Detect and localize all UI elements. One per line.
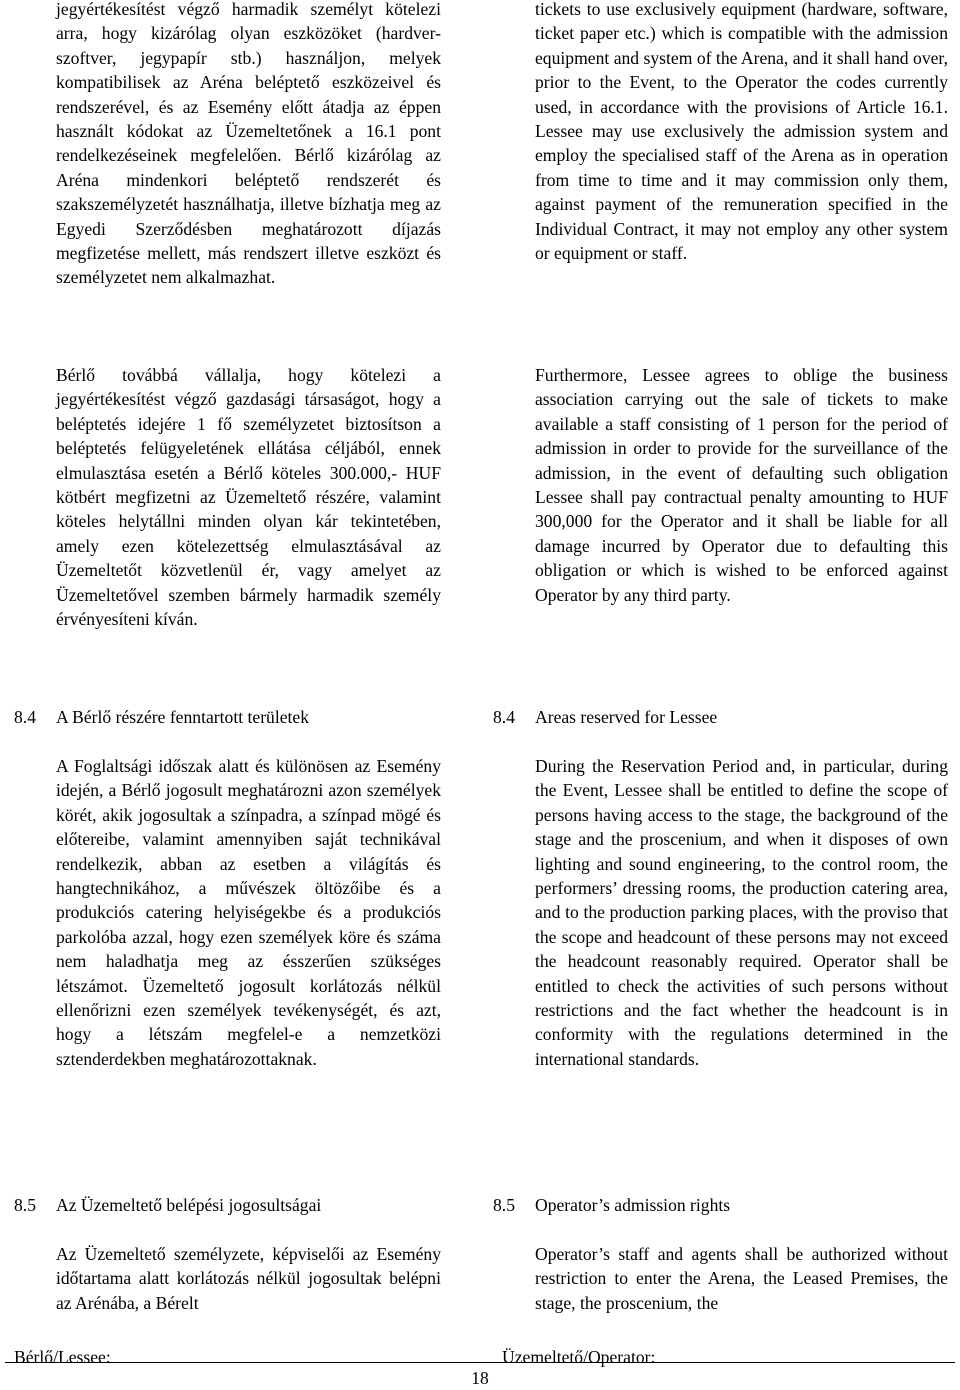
page-number: 18 [471,1368,489,1388]
lessee-signature [14,1344,403,1369]
operator-label: Üzemeltető/Operator: [502,1347,656,1367]
section-number: 8.4 [493,707,515,727]
left-paragraph-4: Az Üzemeltető személyzete, képviselői az Esemény időtartama alatt korlátozás nélkül jogosultak belépni az Arénába, a Bérelt [56,1244,441,1313]
right-paragraph-1: tickets to use exclusively equipment (hardware, software, ticket paper etc.) which is compatible with the admission equipment and system of the Arena, and it shall hand over, prior to the Event, to the Operator the codes currently used, in accordance with the provisions of Article 16.1. Lessee may use exclusively the admission system and employ the specialised staff of the Arena as in operation from time to time and it may commission only them, against payment of the remuneration specified in the Individual Contract, it may not employ any other system or equipment or staff. [535,0,948,264]
section-title: Areas reserved for Lessee [535,707,718,727]
operator-signature-line [655,1344,913,1363]
right-paragraph-2: Furthermore, Lessee agrees to oblige the business association carrying out the sale of tickets to make available a staff consisting of 1 person for the period of admission in order to provide for the surveillance of the admission, in the event of defaulting such obligation Lessee shall pay contractual penalty amounting to HUF 300,000 for the Operator and it shall be liable for all damage incurred by Operator due to defaulting this obligation or which is wished to be enforced against Operator by any third party. [535,365,948,605]
section-number: 8.4 [14,707,36,727]
section-title: Operator’s admission rights [535,1195,731,1215]
right-paragraph-3: During the Reservation Period and, in particular, during the Event, Lessee shall be entitled to define the scope of persons having access to the stage, the background of the stage and the proscenium, and when it disposes of own lighting and sound engineering, to the control room, the performers’ dressing rooms, the production catering area, and to the production parking places, with the proviso that the scope and headcount of these persons may not exceed the headcount reasonably required. Operator shall be entitled to check the activities of such persons without restrictions and the fact whether the headcount is in conformity with the regulations determined in the international standards. [535,756,948,1069]
left-section-8-4-heading [14,705,310,729]
footer-rule [5,1362,955,1363]
lessee-signature-line [111,1344,403,1363]
left-paragraph-1: jegyértékesítést végző harmadik személyt kötelezi arra, hogy kizárólag olyan eszközöket (hardver-szoftver, jegypapír stb.) használjon, melyek kompatibilisek az Aréna beléptető eszközeivel és rendszerével, és az Esemény előtt átadja az éppen használt kódokat az Üzemeltetőnek a 16.1 pont rendelkezéseinek megfelelően. Bérlő kizárólag az Aréna mindenkori beléptető rendszerét és szakszemélyzetét használhatja, illetve bízhatja meg az Egyedi Szerződésben meghatározott díjazás megfizetése mellett, más rendszert illetve eszközt és személyzetet nem alkalmazhat. [56,0,441,288]
left-paragraph-2: Bérlő továbbá vállalja, hogy kötelezi a jegyértékesítést végző gazdasági társaságot, hogy a beléptetés idejére 1 fő személyzetet biztosítson a beléptetés felügyeletének ellátása céljából, ennek elmulasztása esetén a Bérlő köteles 300.000,- HUF kötbért megfizetni az Üzemeltető részére, valamint köteles helytállni minden olyan kár tekintetében, amely ezen kötelezettség elmulasztásával az Üzemeltetőt közvetlenül ér, vagy amelyet az Üzemeltetővel szemben bármely harmadik személy érvényesíteni kíván. [56,365,441,630]
left-section-8-5-heading [14,1193,322,1217]
lessee-label: Bérlő/Lessee: [14,1347,111,1367]
section-title: Az Üzemeltető belépési jogosultságai [56,1195,322,1215]
left-paragraph-3: A Foglaltsági időszak alatt és különösen az Esemény idején, a Bérlő jogosult meghatározni azon személyek körét, akik jogosultak a színpadra, a színpad mögé és előtereibe, valamint amennyiben saját technikával rendelkezik, abban az esetben a világítás és hangtechnikához, a művészek öltözőibe és a produkciós catering helyiségekbe és a produkciós parkolóba azzal, hogy ezen személyek köre és száma nem haladhatja meg az ésszerűen szükséges létszámot. Üzemeltető jogosult korlátozás nélkül ellenőrizni ezen személyek tevékenységét, és azt, hogy a létszám megfelel-e a nemzetközi sztenderdekben meghatározottaknak. [56,756,441,1069]
right-section-8-4-heading [493,705,718,729]
operator-signature [502,1344,913,1369]
section-title: A Bérlő részére fenntartott területek [56,707,310,727]
right-section-8-5-heading [493,1193,731,1217]
section-number: 8.5 [14,1195,36,1215]
section-number: 8.5 [493,1195,515,1215]
right-paragraph-4: Operator’s staff and agents shall be authorized without restriction to enter the Arena, the Leased Premises, the stage, the proscenium, the [535,1244,948,1313]
